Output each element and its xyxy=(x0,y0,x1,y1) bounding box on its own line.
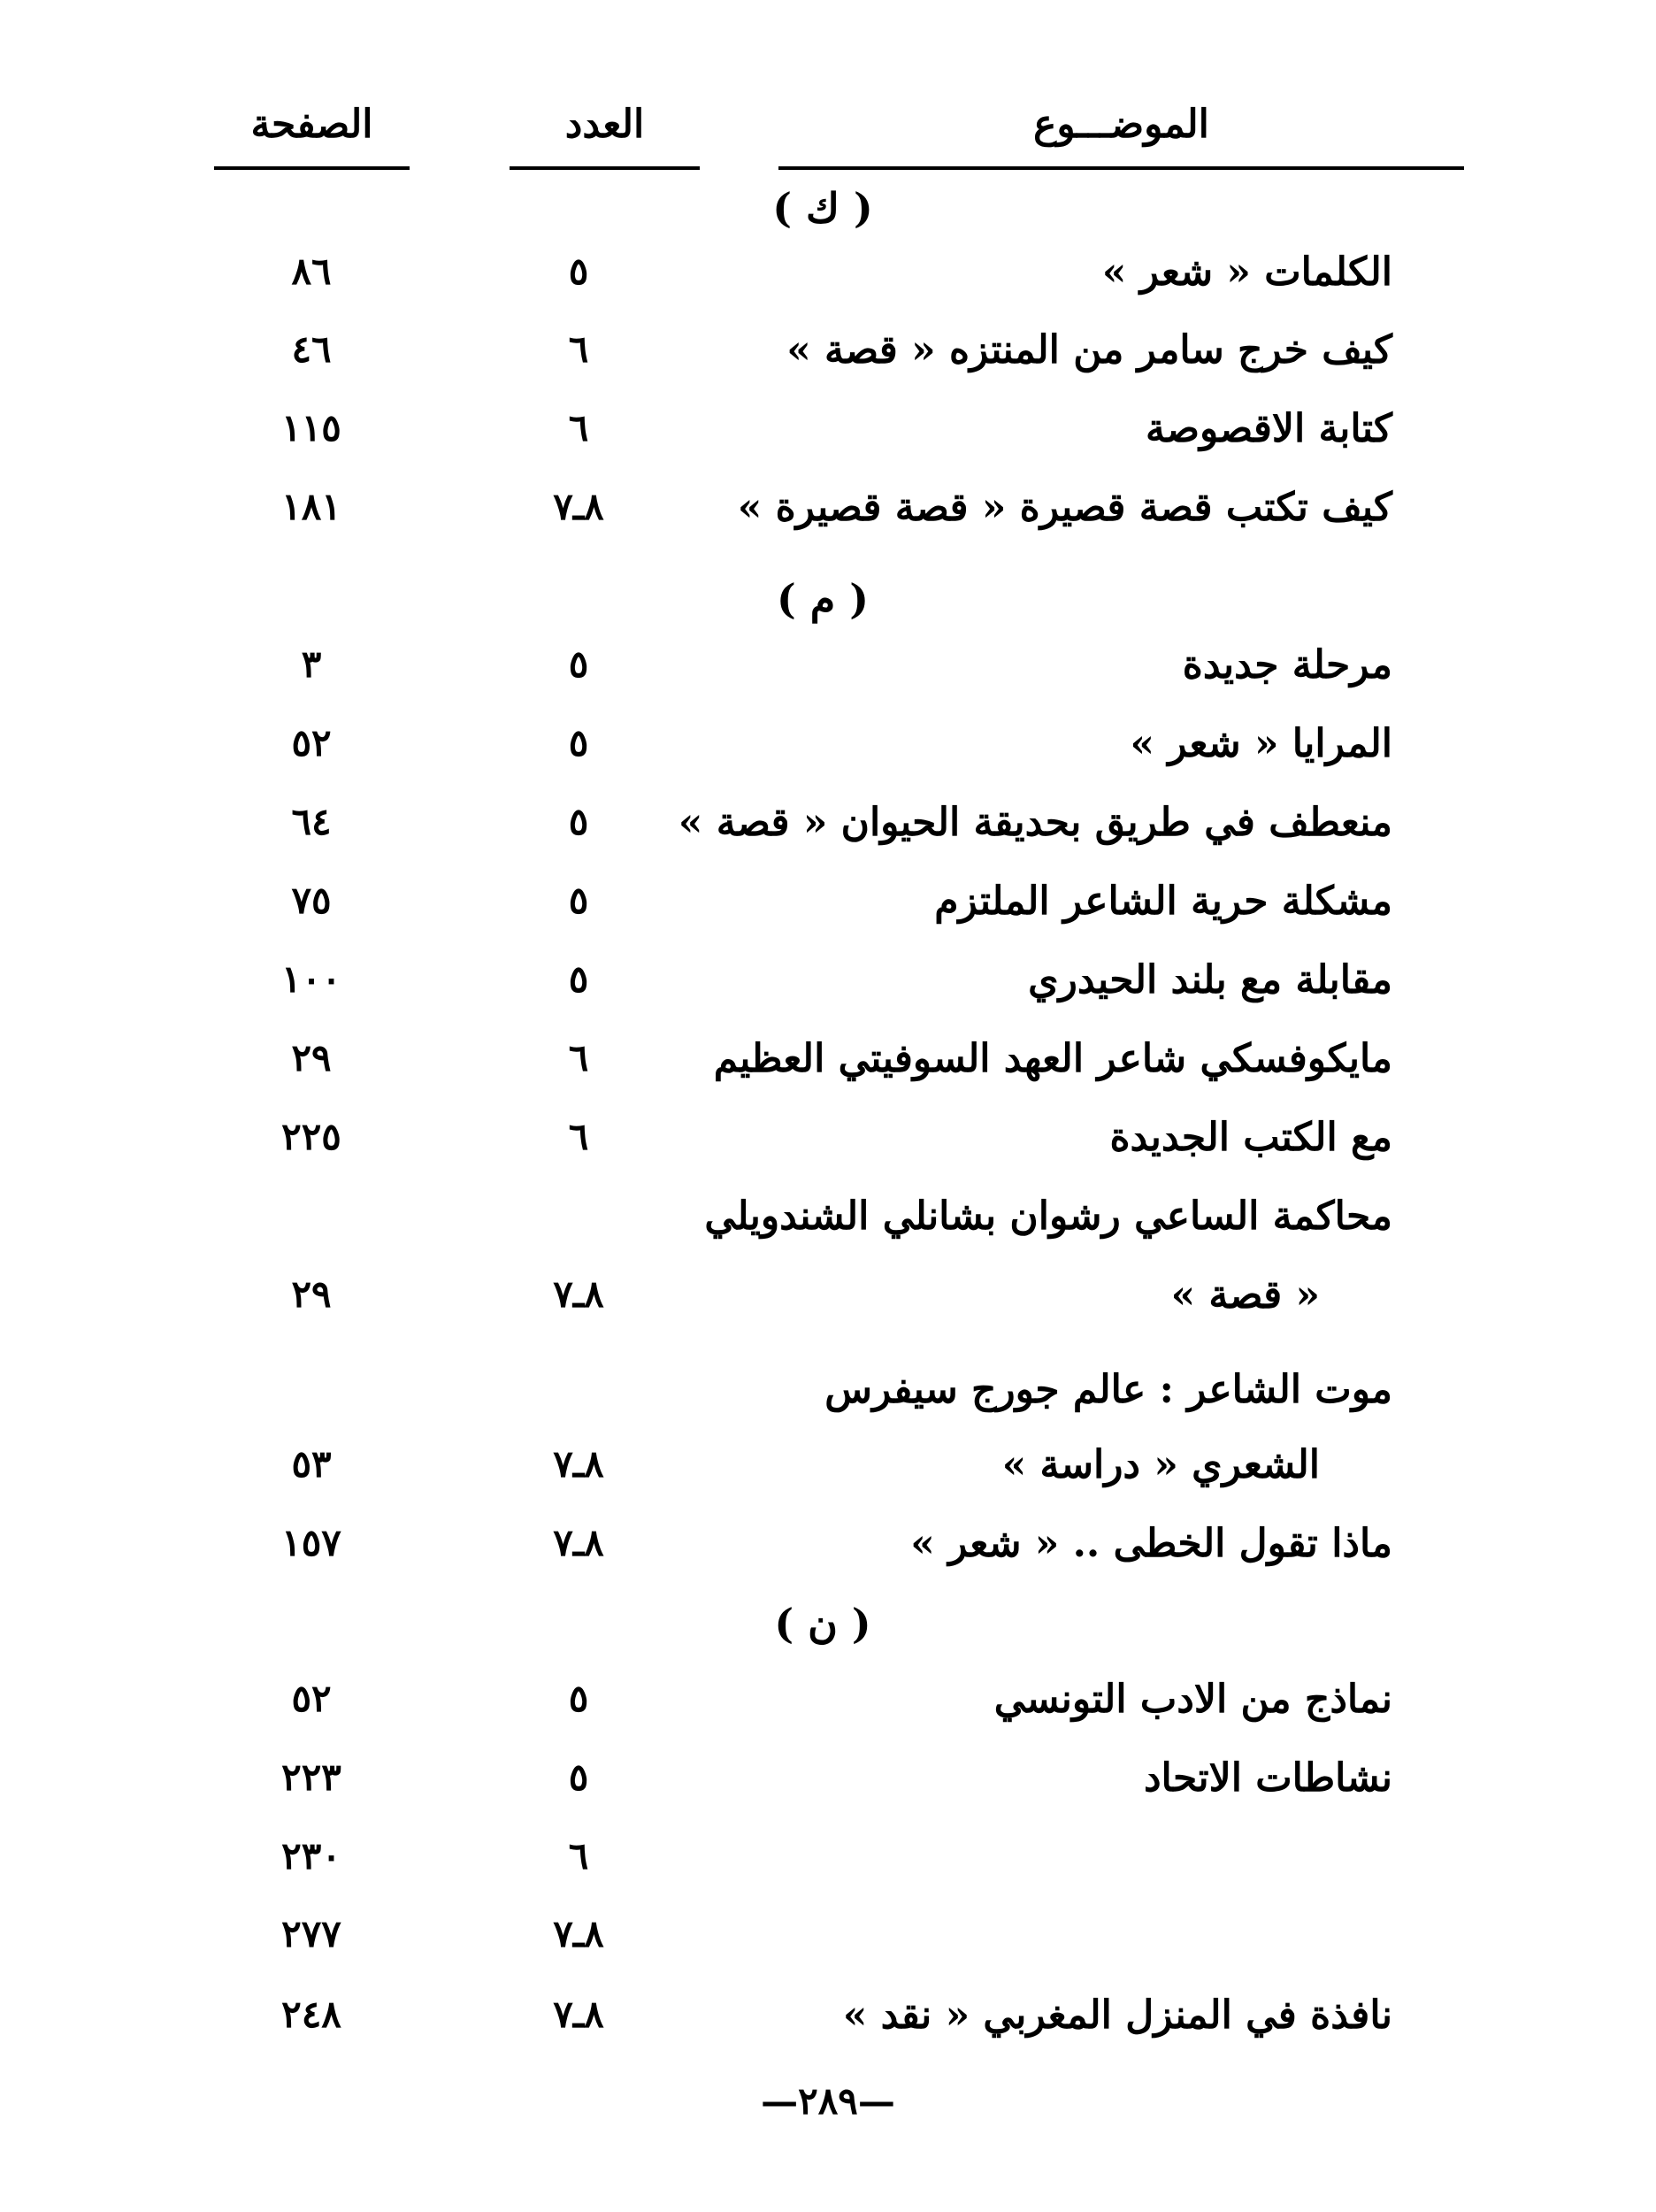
section-letter: ( ك ) xyxy=(772,184,873,232)
entry-topic: مع الكتب الجديدة xyxy=(1109,1115,1392,1160)
entry-issue: ٨ـ٧ xyxy=(553,485,604,528)
index-entry xyxy=(0,1115,1656,1177)
entry-issue: ٥ xyxy=(568,879,589,922)
entry-page: ١٥٧ xyxy=(281,1521,341,1564)
entry-topic: نماذج من الادب التونسي xyxy=(993,1677,1392,1722)
index-entry xyxy=(0,327,1656,389)
entry-issue: ٥ xyxy=(568,800,589,843)
entry-issue: ٥ xyxy=(568,250,589,293)
entry-topic: المرايا « شعر » xyxy=(1130,721,1392,766)
index-entry xyxy=(0,1367,1656,1487)
header-page: الصفحة xyxy=(250,102,373,147)
index-entry xyxy=(0,1834,1656,1896)
entry-issue: ٥ xyxy=(568,1755,589,1799)
entry-page: ٦٤ xyxy=(291,800,332,843)
index-entry xyxy=(0,1677,1656,1739)
entry-topic: مشكلة حرية الشاعر الملتزم xyxy=(934,879,1392,924)
index-entry xyxy=(0,800,1656,862)
entry-topic: نافذة في المنزل المغربي « نقد » xyxy=(842,1993,1392,2038)
entry-page: ٤٦ xyxy=(291,327,332,371)
entry-page: ٥٢ xyxy=(291,1677,332,1720)
entry-issue: ٦ xyxy=(568,1115,589,1158)
entry-topic: كيف خرج سامر من المنتزه « قصة » xyxy=(786,327,1392,373)
entry-page: ٥٢ xyxy=(291,721,332,764)
header-issue: العدد xyxy=(564,102,645,147)
entry-page: ١٠٠ xyxy=(281,957,341,1001)
entry-page: ٨٦ xyxy=(291,250,332,293)
entry-page: ٢٩ xyxy=(291,1036,332,1079)
index-entry xyxy=(0,1521,1656,1583)
entry-topic: محاكمة الساعي رشوان بشانلي الشندويلي xyxy=(704,1194,1392,1239)
page-number: —٢٨٩— xyxy=(761,2079,895,2123)
header-topic: الموضـــوع xyxy=(1033,102,1209,147)
section-letter: ( م ) xyxy=(776,575,870,623)
index-entry xyxy=(0,250,1656,311)
index-entry xyxy=(0,1912,1656,1974)
entry-page: ٣ xyxy=(301,642,322,686)
index-entry xyxy=(0,1036,1656,1098)
entry-topic: موت الشاعر : عالم جورج سيفرس xyxy=(824,1367,1392,1412)
entry-issue: ٨ـ٧ xyxy=(553,1521,604,1564)
index-entry xyxy=(0,1194,1656,1317)
entry-page: ٢٣٠ xyxy=(281,1834,341,1878)
entry-topic: كتابة الاقصوصة xyxy=(1146,406,1392,451)
entry-issue: ٨ـ٧ xyxy=(553,1272,604,1316)
entry-topic: الكلمات « شعر » xyxy=(1101,250,1392,295)
index-entry xyxy=(0,879,1656,941)
entry-page: ٢٧٧ xyxy=(281,1912,341,1955)
entry-page: ٥٣ xyxy=(291,1442,332,1486)
entry-page: ٢٢٥ xyxy=(281,1115,341,1158)
entry-issue: ٥ xyxy=(568,957,589,1001)
entry-topic: مرحلة جديدة xyxy=(1182,642,1392,687)
entry-issue: ٨ـ٧ xyxy=(553,1442,604,1486)
entry-issue: ٦ xyxy=(568,1036,589,1079)
header-rule-topic xyxy=(778,166,1464,170)
entry-topic: ماذا تقول الخطى .. « شعر » xyxy=(910,1521,1392,1566)
entry-topic-continued: الشعري « دراسة » xyxy=(1001,1442,1320,1487)
index-entry xyxy=(0,485,1656,547)
index-entry xyxy=(0,406,1656,468)
entry-issue: ٦ xyxy=(568,406,589,449)
entry-page: ٢٢٣ xyxy=(281,1755,341,1799)
entry-page: ١٨١ xyxy=(281,485,341,528)
index-entry xyxy=(0,957,1656,1019)
entry-topic: منعطف في طريق بحديقة الحيوان « قصة » xyxy=(678,800,1392,845)
entry-topic-continued: « قصة » xyxy=(1170,1272,1320,1317)
entry-issue: ٥ xyxy=(568,642,589,686)
entry-issue: ٥ xyxy=(568,721,589,764)
index-entry xyxy=(0,721,1656,783)
entry-issue: ٨ـ٧ xyxy=(553,1993,604,2036)
entry-issue: ٦ xyxy=(568,327,589,371)
entry-page: ١١٥ xyxy=(281,406,341,449)
entry-topic: كيف تكتب قصة قصيرة « قصة قصيرة » xyxy=(737,485,1392,530)
header-rule-issue xyxy=(510,166,700,170)
index-entry xyxy=(0,1993,1656,2055)
entry-topic: مايكوفسكي شاعر العهد السوفيتي العظيم xyxy=(713,1036,1392,1081)
entry-issue: ٨ـ٧ xyxy=(553,1912,604,1955)
entry-topic: نشاطات الاتحاد xyxy=(1143,1755,1392,1801)
section-letter: ( ن ) xyxy=(774,1600,871,1647)
entry-issue: ٦ xyxy=(568,1834,589,1878)
entry-page: ٢٩ xyxy=(291,1272,332,1316)
index-entry xyxy=(0,1755,1656,1817)
entry-page: ٧٥ xyxy=(291,879,332,922)
entry-page: ٢٤٨ xyxy=(281,1993,341,2036)
index-entry xyxy=(0,642,1656,704)
header-rule-page xyxy=(214,166,410,170)
entry-issue: ٥ xyxy=(568,1677,589,1720)
entry-topic: مقابلة مع بلند الحيدري xyxy=(1028,957,1392,1002)
